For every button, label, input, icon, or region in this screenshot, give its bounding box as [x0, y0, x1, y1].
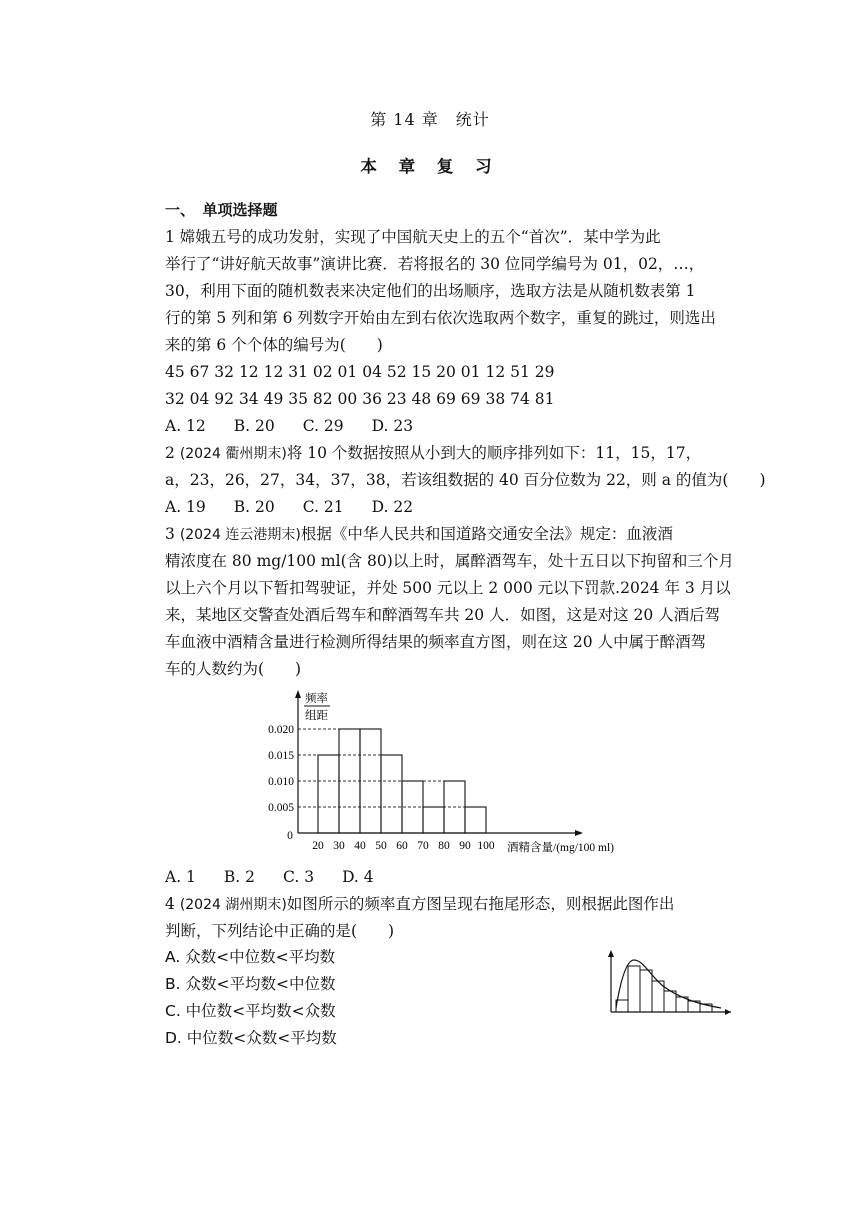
- histogram-bar: [318, 755, 339, 833]
- q2-source: (2024 衢州期末): [179, 446, 287, 462]
- option-a[interactable]: A. 众数<中位数<平均数: [165, 948, 336, 966]
- x-tick-label: 80: [438, 840, 450, 852]
- option-d[interactable]: D. 22: [371, 498, 414, 516]
- frequency-histogram: [255, 686, 640, 858]
- option-d[interactable]: D. 中位数<众数<平均数: [165, 1029, 337, 1047]
- q2-text: 将 10 个数据按照从小到大的顺序排列如下：11，15，17，: [286, 444, 702, 462]
- y-tick-label: 0.020: [268, 724, 294, 736]
- q3-line: [165, 521, 735, 549]
- x-tick-label: 60: [396, 840, 408, 852]
- option-c[interactable]: C. 29: [302, 417, 344, 435]
- x-tick-label: 50: [375, 840, 387, 852]
- x-axis-arrow: [575, 830, 583, 836]
- y-tick-label: 0.015: [268, 750, 294, 762]
- q2-options: [165, 494, 735, 521]
- option-c[interactable]: C. 3: [283, 868, 315, 886]
- skewed-histogram-figure: [603, 948, 735, 1018]
- y-axis-label-top: 频率: [305, 693, 328, 705]
- option-b[interactable]: B. 2: [223, 868, 256, 886]
- q1-line: 30，利用下面的随机数表来决定他们的出场顺序，选取方法是从随机数表第 1: [165, 282, 696, 300]
- q4-line: 判断，下列结论中正确的是( ): [165, 922, 395, 940]
- q3-number: 3: [165, 525, 175, 543]
- q2-line: a，23，26，27，34，37，38，若该组数据的 40 百分位数为 22，则 a 的值为( ): [165, 471, 766, 489]
- chapter-title: 第 14 章 统计: [370, 110, 490, 129]
- option-c[interactable]: C. 中位数<平均数<众数: [165, 1002, 336, 1020]
- q4-text: 如图所示的频率直方图呈现右拖尾形态，则根据此图作出: [286, 895, 675, 913]
- q3-line: 车血液中酒精含量进行检测所得结果的频率直方图，则在这 20 人中属于醉酒驾: [165, 633, 707, 651]
- review-title: 本 章 复 习: [360, 157, 500, 176]
- x-tick-label: 70: [417, 840, 429, 852]
- option-c[interactable]: C. 21: [302, 498, 344, 516]
- option-d[interactable]: D. 23: [371, 417, 414, 435]
- section-heading: 一、 单项选择题: [165, 201, 278, 219]
- x-tick-label: 40: [354, 840, 366, 852]
- origin-label: 0: [287, 830, 293, 842]
- option-a[interactable]: A. 19: [165, 498, 206, 516]
- option-a[interactable]: A. 1: [165, 868, 196, 886]
- histogram-bar: [423, 807, 444, 833]
- y-axis-label-bottom: 组距: [305, 710, 328, 722]
- x-tick-label: 20: [312, 840, 324, 852]
- q1-line: 来的第 6 个个体的编号为( ): [165, 336, 383, 354]
- histogram-bar: [465, 807, 486, 833]
- y-axis-arrow: [295, 690, 301, 698]
- q2-number: 2: [165, 444, 175, 462]
- q4-number: 4: [165, 895, 175, 913]
- q3-line: 车的人数约为( ): [165, 660, 302, 678]
- histogram-bar: [381, 755, 402, 833]
- q3-options: [165, 864, 735, 891]
- q4-line: [165, 891, 735, 919]
- option-b[interactable]: B. 众数<平均数<中位数: [165, 975, 336, 993]
- q2-line: [165, 440, 735, 468]
- option-a[interactable]: A. 12: [165, 417, 206, 435]
- x-tick-label: 90: [459, 840, 471, 852]
- q1-line: 行的第 5 列和第 6 列数字开始由左到右依次选取两个数字，重复的跳过，则选出: [165, 309, 716, 327]
- q3-line: 来，某地区交警查处酒后驾车和醉酒驾车共 20 人．如图，这是对这 20 人酒后驾: [165, 606, 721, 624]
- random-table-row-1: 45 67 32 12 12 31 02 01 04 52 15 20 01 12 51 29: [165, 363, 555, 381]
- q3-source: (2024 连云港期末): [179, 527, 301, 543]
- q1-line: 1 嫦娥五号的成功发射，实现了中国航天史上的五个“首次”．某中学为此: [165, 228, 661, 246]
- option-b[interactable]: B. 20: [233, 498, 275, 516]
- q1-options: [165, 413, 735, 440]
- x-axis-label: 酒精含量/(mg/100 ml): [507, 842, 615, 854]
- x-tick-label: 30: [333, 840, 345, 852]
- q3-line: 精浓度在 80 mg/100 ml(含 80)以上时，属醉酒驾车，处十五日以下拘留和三个月: [165, 552, 734, 570]
- x-tick-label: 100: [477, 840, 495, 852]
- q4-source: (2024 湖州期末): [179, 897, 287, 913]
- random-table-row-2: 32 04 92 34 49 35 82 00 36 23 48 69 69 38 74 81: [165, 390, 555, 408]
- q3-text: 根据《中华人民共和国道路交通安全法》规定：血液酒: [300, 525, 673, 543]
- option-d[interactable]: D. 4: [342, 868, 374, 886]
- q3-line: 以上六个月以下暂扣驾驶证，并处 500 元以上 2 000 元以下罚款.2024 年 3 月以: [165, 579, 731, 597]
- y-tick-label: 0.005: [268, 802, 294, 814]
- q1-line: 举行了“讲好航天故事”演讲比赛．若将报名的 30 位同学编号为 01，02，…，: [165, 255, 705, 273]
- y-tick-label: 0.010: [268, 776, 294, 788]
- option-b[interactable]: B. 20: [233, 417, 275, 435]
